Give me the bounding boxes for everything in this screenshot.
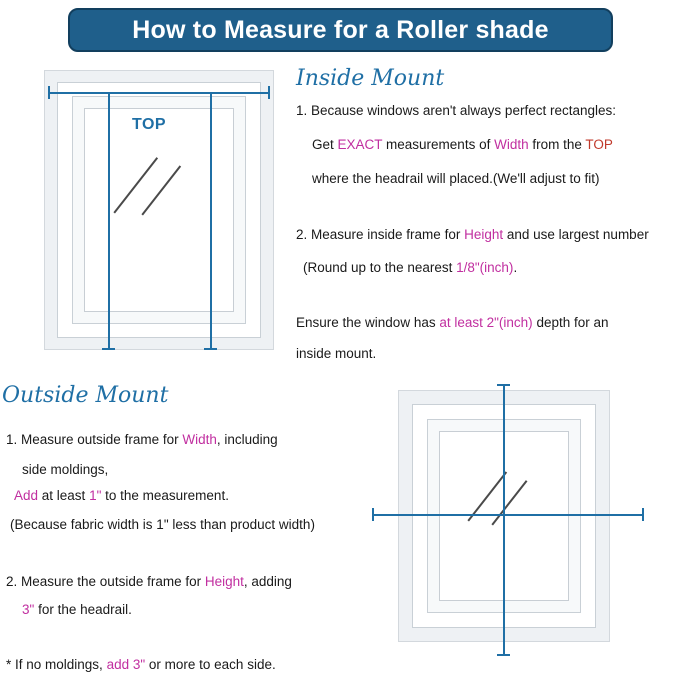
inside-mount-line-6 — [296, 313, 609, 332]
text-span-highlight: 1" — [89, 488, 102, 503]
height-measure-endcap-top-left — [102, 92, 115, 94]
text-span: 1. Because windows aren't always perfect rectangles: — [296, 103, 616, 118]
inside-mount-line-5 — [303, 258, 517, 277]
inside-mount-line-7 — [296, 344, 376, 363]
text-span: , including — [216, 432, 278, 447]
text-span-highlight: 1/8"(inch) — [456, 260, 514, 275]
outside-mount-line-2 — [22, 460, 108, 479]
text-span-highlight: Height — [204, 574, 244, 589]
outside-mount-window-diagram — [360, 372, 660, 672]
outside-mount-footnote — [6, 657, 276, 672]
height-measure-line-left — [108, 92, 110, 348]
text-span: and use largest number — [503, 227, 649, 242]
inside-mount-line-2 — [312, 135, 613, 154]
outside-mount-line-6 — [22, 600, 132, 619]
text-span: , adding — [243, 574, 292, 589]
outside-mount-heading: Outside Mount — [2, 383, 169, 408]
text-span: Get — [312, 137, 338, 152]
text-span: 1. Measure outside frame for — [6, 432, 183, 447]
height-measure-line — [503, 384, 505, 656]
text-span: 2. Measure the outside frame for — [6, 574, 205, 589]
inside-mount-line-1 — [296, 101, 616, 120]
text-span: side moldings, — [22, 462, 109, 477]
text-span-highlight: Width — [494, 137, 529, 152]
height-measure-endcap-bottom-left — [102, 348, 115, 350]
text-span-highlight: add 3" — [106, 657, 146, 672]
width-measure-endcap-right — [642, 508, 644, 521]
outside-mount-line-3 — [14, 486, 229, 505]
text-span-highlight: TOP — [585, 137, 613, 152]
text-span: 2. Measure inside frame for — [296, 227, 465, 242]
width-measure-line — [48, 92, 270, 94]
text-span: depth for an — [532, 315, 609, 330]
text-span: or more to each side. — [145, 657, 276, 672]
width-measure-endcap-left — [372, 508, 374, 521]
width-measure-endcap-left — [48, 86, 50, 99]
height-measure-endcap-bottom — [497, 654, 510, 656]
height-measure-endcap-bottom-right — [204, 348, 217, 350]
text-span-highlight: at least 2"(inch) — [439, 315, 533, 330]
top-label: TOP — [132, 116, 167, 133]
text-span-highlight: EXACT — [337, 137, 383, 152]
text-span: at least — [38, 488, 90, 503]
text-span: inside mount. — [296, 346, 377, 361]
text-span: . — [513, 260, 518, 275]
inside-mount-heading: Inside Mount — [296, 66, 445, 91]
title-banner — [68, 8, 613, 52]
width-measure-endcap-right — [268, 86, 270, 99]
text-span-highlight: Height — [464, 227, 504, 242]
outside-mount-line-1 — [6, 430, 278, 449]
inside-mount-window-diagram — [22, 62, 282, 352]
height-measure-endcap-top — [497, 384, 510, 386]
text-span: (Round up to the nearest — [303, 260, 457, 275]
inside-mount-line-3 — [312, 169, 599, 188]
height-measure-line-right — [210, 92, 212, 348]
height-measure-endcap-top-right — [204, 92, 217, 94]
outside-mount-line-5 — [6, 572, 292, 591]
text-span: where the headrail will placed.(We'll adjust to fit) — [312, 171, 600, 186]
text-span: (Because fabric width is 1" less than product width) — [10, 517, 315, 532]
page-title: How to Measure for a Roller shade — [132, 15, 549, 44]
text-span-highlight: Width — [182, 432, 217, 447]
text-span: from the — [528, 137, 586, 152]
inside-mount-line-4 — [296, 225, 649, 244]
text-span: measurements of — [382, 137, 495, 152]
text-span: * If no moldings, — [6, 657, 107, 672]
text-span: for the headrail. — [34, 602, 132, 617]
outside-mount-line-4 — [10, 515, 315, 534]
width-measure-line — [372, 514, 644, 516]
text-span: Ensure the window has — [296, 315, 440, 330]
text-span: to the measurement. — [101, 488, 229, 503]
text-span-highlight: Add — [14, 488, 39, 503]
text-span-highlight: 3" — [22, 602, 35, 617]
